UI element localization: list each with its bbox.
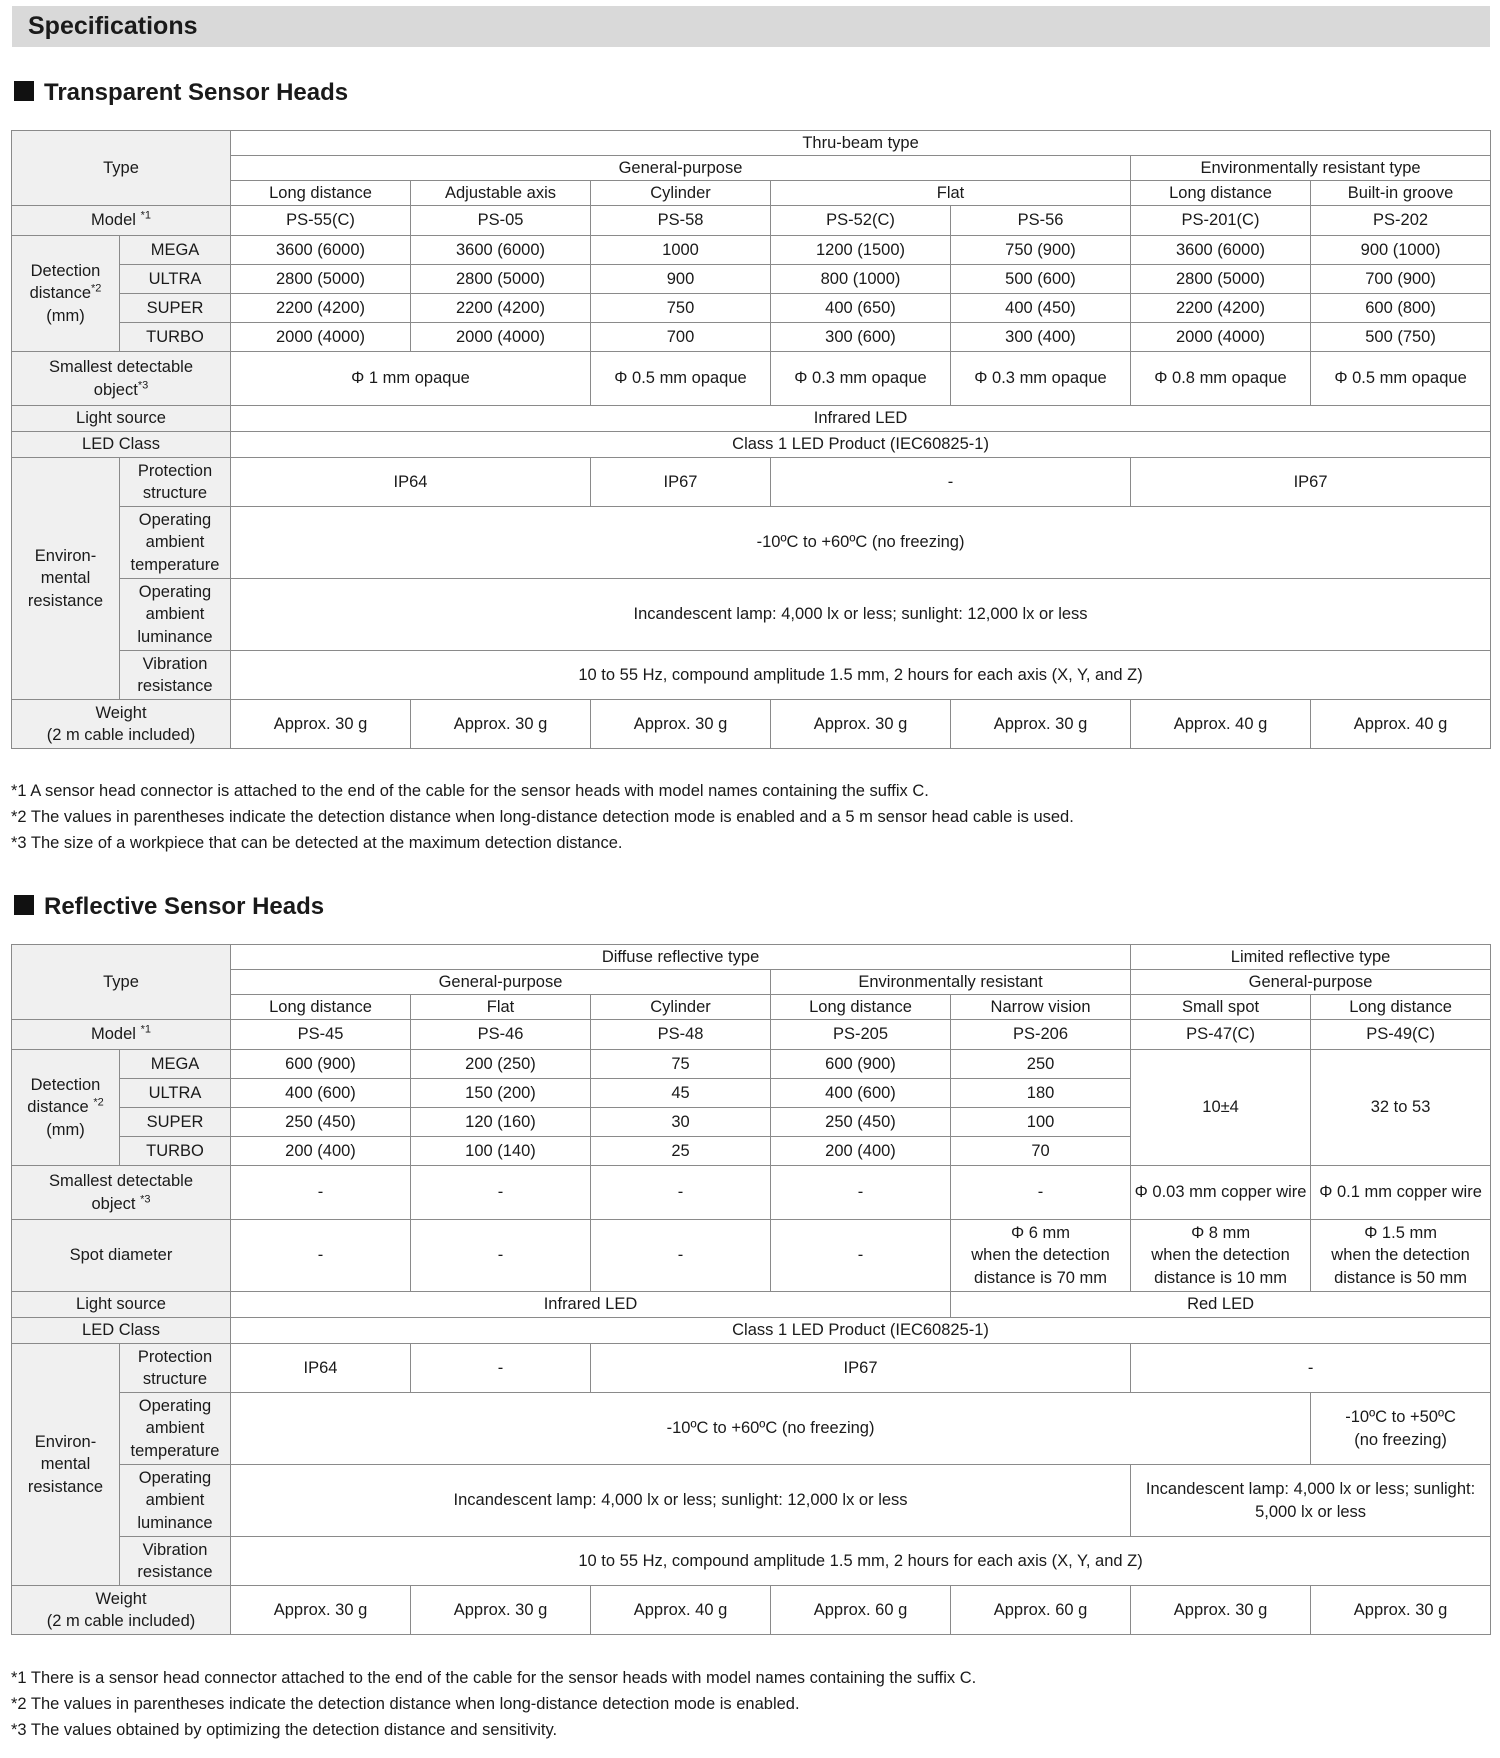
- value-cell: 45: [591, 1079, 771, 1108]
- table-row: [12, 131, 1491, 156]
- env-resistant-header: Environmentally resistant: [771, 970, 1131, 995]
- subtype-cell: Long distance: [771, 995, 951, 1020]
- env-resistance-label: Environ- mental resistance: [12, 458, 120, 700]
- led-class-label: LED Class: [12, 1318, 231, 1344]
- model-cell: PS-55(C): [231, 206, 411, 236]
- subtype-cell: Long distance: [231, 995, 411, 1020]
- value-cell: 150 (200): [411, 1079, 591, 1108]
- value-cell: 1000: [591, 236, 771, 265]
- type-label: Type: [12, 945, 231, 1020]
- value-cell: 300 (600): [771, 323, 951, 352]
- footnote: *3 The size of a workpiece that can be detected at the maximum detection distance.: [11, 834, 623, 852]
- model-cell: PS-52(C): [771, 206, 951, 236]
- subtype-cell: Flat: [771, 181, 1131, 206]
- table-row: [12, 294, 1491, 323]
- table-row: [12, 1344, 1491, 1393]
- value-cell: 400 (600): [231, 1079, 411, 1108]
- mode-label: MEGA: [120, 236, 231, 265]
- value-cell: -: [231, 1220, 411, 1292]
- value-cell: 750: [591, 294, 771, 323]
- table-row: [12, 1292, 1491, 1318]
- table-row: [12, 700, 1491, 749]
- footnote: *1 A sensor head connector is attached to the end of the cable for the sensor heads with model names containing the suffix C.: [11, 782, 929, 800]
- general-purpose-header: General-purpose: [231, 156, 1131, 181]
- table-row: [12, 995, 1491, 1020]
- table-row: [12, 1220, 1491, 1292]
- value-cell: Φ 0.8 mm opaque: [1131, 352, 1311, 406]
- value-cell: 300 (400): [951, 323, 1131, 352]
- detection-distance-label: Detection distance $^{*2}$ (mm): [12, 1050, 120, 1166]
- model-cell: PS-56: [951, 206, 1131, 236]
- transparent-spec-table: [11, 130, 1491, 749]
- protection-label: Protection structure: [120, 458, 231, 507]
- value-cell: 400 (650): [771, 294, 951, 323]
- light-source-label: Light source: [12, 1292, 231, 1318]
- value-cell: 10±4: [1131, 1050, 1311, 1166]
- square-bullet-icon: [14, 895, 34, 915]
- table-row: [12, 1537, 1491, 1586]
- footnote: *2 The values in parentheses indicate the detection distance when long-distance detection mode is enabled and a 5 m sensor head cable is used.: [11, 808, 1074, 826]
- value-cell: 600 (900): [231, 1050, 411, 1079]
- value-cell: 200 (400): [771, 1137, 951, 1166]
- value-cell: 10 to 55 Hz, compound amplitude 1.5 mm, 2 hours for each axis (X, Y, and Z): [231, 651, 1491, 700]
- table-row: [12, 945, 1491, 970]
- value-cell: -: [231, 1166, 411, 1220]
- subtype-cell: Adjustable axis: [411, 181, 591, 206]
- model-cell: PS-47(C): [1131, 1020, 1311, 1050]
- table-row: [12, 156, 1491, 181]
- value-cell: 180: [951, 1079, 1131, 1108]
- value-cell: -: [411, 1220, 591, 1292]
- detection-distance-label: Detection distance$^{*2}$ (mm): [12, 236, 120, 352]
- env-resistance-label: Environ- mental resistance: [12, 1344, 120, 1586]
- footnote: *1 There is a sensor head connector attached to the end of the cable for the sensor heads with model names containing the suffix C.: [11, 1669, 977, 1687]
- value-cell: Approx. 40 g: [1311, 700, 1491, 749]
- value-cell: Approx. 60 g: [951, 1586, 1131, 1635]
- table-row: [12, 458, 1491, 507]
- value-cell: Approx. 30 g: [951, 700, 1131, 749]
- value-cell: Class 1 LED Product (IEC60825-1): [231, 432, 1491, 458]
- table-row: [12, 236, 1491, 265]
- value-cell: 120 (160): [411, 1108, 591, 1137]
- model-cell: PS-205: [771, 1020, 951, 1050]
- value-cell: -: [771, 1166, 951, 1220]
- value-cell: 32 to 53: [1311, 1050, 1491, 1166]
- temperature-label: Operating ambient temperature: [120, 1393, 231, 1465]
- table-row: [12, 406, 1491, 432]
- table-row: [12, 432, 1491, 458]
- value-cell: -: [411, 1166, 591, 1220]
- value-cell: Approx. 30 g: [771, 700, 951, 749]
- value-cell: 400 (600): [771, 1079, 951, 1108]
- value-cell: 250: [951, 1050, 1131, 1079]
- value-cell: 600 (800): [1311, 294, 1491, 323]
- value-cell: 400 (450): [951, 294, 1131, 323]
- value-cell: IP67: [591, 1344, 1131, 1393]
- vibration-label: Vibration resistance: [120, 1537, 231, 1586]
- thru-beam-header: Thru-beam type: [231, 131, 1491, 156]
- weight-label: Weight (2 m cable included): [12, 1586, 231, 1635]
- value-cell: Infrared LED: [231, 1292, 951, 1318]
- value-cell: 2800 (5000): [411, 265, 591, 294]
- value-cell: 1200 (1500): [771, 236, 951, 265]
- value-cell: 500 (600): [951, 265, 1131, 294]
- reflective-spec-table: [11, 944, 1491, 1635]
- value-cell: Approx. 30 g: [231, 1586, 411, 1635]
- value-cell: 2200 (4200): [411, 294, 591, 323]
- value-cell: Approx. 30 g: [411, 700, 591, 749]
- value-cell: IP64: [231, 458, 591, 507]
- page-title: Specifications: [28, 12, 198, 40]
- value-cell: Approx. 30 g: [411, 1586, 591, 1635]
- value-cell: -10ºC to +50ºC (no freezing): [1311, 1393, 1491, 1465]
- table-row: [12, 265, 1491, 294]
- value-cell: Class 1 LED Product (IEC60825-1): [231, 1318, 1491, 1344]
- value-cell: -: [951, 1166, 1131, 1220]
- value-cell: 2800 (5000): [1131, 265, 1311, 294]
- table-row: [12, 1393, 1491, 1465]
- smallest-object-label: Smallest detectable object $^{*3}$: [12, 1166, 231, 1220]
- diffuse-header: Diffuse reflective type: [231, 945, 1131, 970]
- value-cell: IP67: [1131, 458, 1491, 507]
- value-cell: 900 (1000): [1311, 236, 1491, 265]
- table-row: [12, 181, 1491, 206]
- mode-label: SUPER: [120, 1108, 231, 1137]
- mode-label: ULTRA: [120, 1079, 231, 1108]
- limited-header: Limited reflective type: [1131, 945, 1491, 970]
- model-label: Model $^{*1}$: [12, 206, 231, 236]
- value-cell: 3600 (6000): [1131, 236, 1311, 265]
- square-bullet-icon: [14, 81, 34, 101]
- value-cell: 750 (900): [951, 236, 1131, 265]
- subtype-cell: Long distance: [1311, 995, 1491, 1020]
- type-label: Type: [12, 131, 231, 206]
- value-cell: 250 (450): [231, 1108, 411, 1137]
- light-source-label: Light source: [12, 406, 231, 432]
- led-class-label: LED Class: [12, 432, 231, 458]
- table-row: [12, 352, 1491, 406]
- model-cell: PS-46: [411, 1020, 591, 1050]
- value-cell: Infrared LED: [231, 406, 1491, 432]
- subtype-cell: Cylinder: [591, 181, 771, 206]
- spot-diameter-label: Spot diameter: [12, 1220, 231, 1292]
- value-cell: 700: [591, 323, 771, 352]
- value-cell: Incandescent lamp: 4,000 lx or less; sunlight: 12,000 lx or less: [231, 579, 1491, 651]
- model-row: [12, 206, 1491, 236]
- value-cell: IP67: [591, 458, 771, 507]
- table-row: [12, 323, 1491, 352]
- model-cell: PS-58: [591, 206, 771, 236]
- general-purpose-header: General-purpose: [231, 970, 771, 995]
- value-cell: -: [771, 458, 1131, 507]
- value-cell: Φ 0.3 mm opaque: [771, 352, 951, 406]
- value-cell: 100: [951, 1108, 1131, 1137]
- smallest-object-label: Smallest detectable object$^{*3}$: [12, 352, 231, 406]
- value-cell: 10 to 55 Hz, compound amplitude 1.5 mm, 2 hours for each axis (X, Y, and Z): [231, 1537, 1491, 1586]
- value-cell: 3600 (6000): [411, 236, 591, 265]
- weight-label: Weight (2 m cable included): [12, 700, 231, 749]
- value-cell: 2000 (4000): [1131, 323, 1311, 352]
- subtype-cell: Long distance: [1131, 181, 1311, 206]
- temperature-label: Operating ambient temperature: [120, 507, 231, 579]
- value-cell: -10ºC to +60ºC (no freezing): [231, 1393, 1311, 1465]
- section-heading-transparent: Transparent Sensor Heads: [14, 79, 348, 111]
- value-cell: -: [591, 1220, 771, 1292]
- luminance-label: Operating ambient luminance: [120, 1465, 231, 1537]
- model-label: Model $^{*1}$: [12, 1020, 231, 1050]
- value-cell: Incandescent lamp: 4,000 lx or less; sunlight: 5,000 lx or less: [1131, 1465, 1491, 1537]
- table-row: [12, 1586, 1491, 1635]
- table-row: [12, 507, 1491, 579]
- value-cell: Φ 1.5 mm when the detection distance is 50 mm: [1311, 1220, 1491, 1292]
- section-heading-reflective: Reflective Sensor Heads: [14, 893, 324, 925]
- value-cell: IP64: [231, 1344, 411, 1393]
- value-cell: 25: [591, 1137, 771, 1166]
- value-cell: Approx. 40 g: [1131, 700, 1311, 749]
- mode-label: SUPER: [120, 294, 231, 323]
- value-cell: 2200 (4200): [231, 294, 411, 323]
- value-cell: Approx. 40 g: [591, 1586, 771, 1635]
- table-row: [12, 651, 1491, 700]
- value-cell: 900: [591, 265, 771, 294]
- value-cell: 30: [591, 1108, 771, 1137]
- value-cell: 70: [951, 1137, 1131, 1166]
- value-cell: -: [1131, 1344, 1491, 1393]
- value-cell: Φ 0.03 mm copper wire: [1131, 1166, 1311, 1220]
- value-cell: 200 (400): [231, 1137, 411, 1166]
- value-cell: 250 (450): [771, 1108, 951, 1137]
- value-cell: Approx. 60 g: [771, 1586, 951, 1635]
- protection-label: Protection structure: [120, 1344, 231, 1393]
- value-cell: Φ 0.5 mm opaque: [591, 352, 771, 406]
- mode-label: TURBO: [120, 1137, 231, 1166]
- subtype-cell: Long distance: [231, 181, 411, 206]
- value-cell: 2000 (4000): [231, 323, 411, 352]
- luminance-label: Operating ambient luminance: [120, 579, 231, 651]
- subtype-cell: Small spot: [1131, 995, 1311, 1020]
- value-cell: -: [591, 1166, 771, 1220]
- value-cell: Approx. 30 g: [591, 700, 771, 749]
- transparent-footnotes: [11, 778, 1074, 856]
- footnote: *2 The values in parentheses indicate the detection distance when long-distance detection mode is enabled.: [11, 1695, 800, 1713]
- general-purpose-header: General-purpose: [1131, 970, 1491, 995]
- table-row: [12, 970, 1491, 995]
- table-row: [12, 1465, 1491, 1537]
- table-row: [12, 579, 1491, 651]
- value-cell: -10ºC to +60ºC (no freezing): [231, 507, 1491, 579]
- model-cell: PS-206: [951, 1020, 1131, 1050]
- value-cell: 600 (900): [771, 1050, 951, 1079]
- subtype-cell: Narrow vision: [951, 995, 1131, 1020]
- env-resistant-header: Environmentally resistant type: [1131, 156, 1491, 181]
- model-cell: PS-201(C): [1131, 206, 1311, 236]
- value-cell: 2200 (4200): [1131, 294, 1311, 323]
- value-cell: 700 (900): [1311, 265, 1491, 294]
- subtype-cell: Cylinder: [591, 995, 771, 1020]
- value-cell: 500 (750): [1311, 323, 1491, 352]
- value-cell: 100 (140): [411, 1137, 591, 1166]
- subtype-cell: Flat: [411, 995, 591, 1020]
- value-cell: Φ 0.5 mm opaque: [1311, 352, 1491, 406]
- table-row: [12, 1050, 1491, 1079]
- value-cell: Red LED: [951, 1292, 1491, 1318]
- value-cell: Approx. 30 g: [1131, 1586, 1311, 1635]
- value-cell: Approx. 30 g: [231, 700, 411, 749]
- model-cell: PS-48: [591, 1020, 771, 1050]
- mode-label: TURBO: [120, 323, 231, 352]
- subtype-cell: Built-in groove: [1311, 181, 1491, 206]
- reflective-footnotes: [11, 1665, 976, 1743]
- value-cell: 2800 (5000): [231, 265, 411, 294]
- table-row: [12, 1318, 1491, 1344]
- value-cell: 2000 (4000): [411, 323, 591, 352]
- model-cell: PS-49(C): [1311, 1020, 1491, 1050]
- footnote: *3 The values obtained by optimizing the detection distance and sensitivity.: [11, 1721, 558, 1739]
- value-cell: Φ 0.3 mm opaque: [951, 352, 1131, 406]
- page-title-bar: [12, 6, 1490, 47]
- value-cell: Approx. 30 g: [1311, 1586, 1491, 1635]
- value-cell: -: [411, 1344, 591, 1393]
- value-cell: 800 (1000): [771, 265, 951, 294]
- value-cell: 200 (250): [411, 1050, 591, 1079]
- model-row: [12, 1020, 1491, 1050]
- model-cell: PS-45: [231, 1020, 411, 1050]
- model-cell: PS-05: [411, 206, 591, 236]
- mode-label: MEGA: [120, 1050, 231, 1079]
- value-cell: 3600 (6000): [231, 236, 411, 265]
- vibration-label: Vibration resistance: [120, 651, 231, 700]
- mode-label: ULTRA: [120, 265, 231, 294]
- model-cell: PS-202: [1311, 206, 1491, 236]
- value-cell: Φ 6 mm when the detection distance is 70 mm: [951, 1220, 1131, 1292]
- value-cell: Φ 0.1 mm copper wire: [1311, 1166, 1491, 1220]
- value-cell: Incandescent lamp: 4,000 lx or less; sunlight: 12,000 lx or less: [231, 1465, 1131, 1537]
- value-cell: Φ 8 mm when the detection distance is 10 mm: [1131, 1220, 1311, 1292]
- value-cell: Φ 1 mm opaque: [231, 352, 591, 406]
- value-cell: -: [771, 1220, 951, 1292]
- value-cell: 75: [591, 1050, 771, 1079]
- table-row: [12, 1166, 1491, 1220]
